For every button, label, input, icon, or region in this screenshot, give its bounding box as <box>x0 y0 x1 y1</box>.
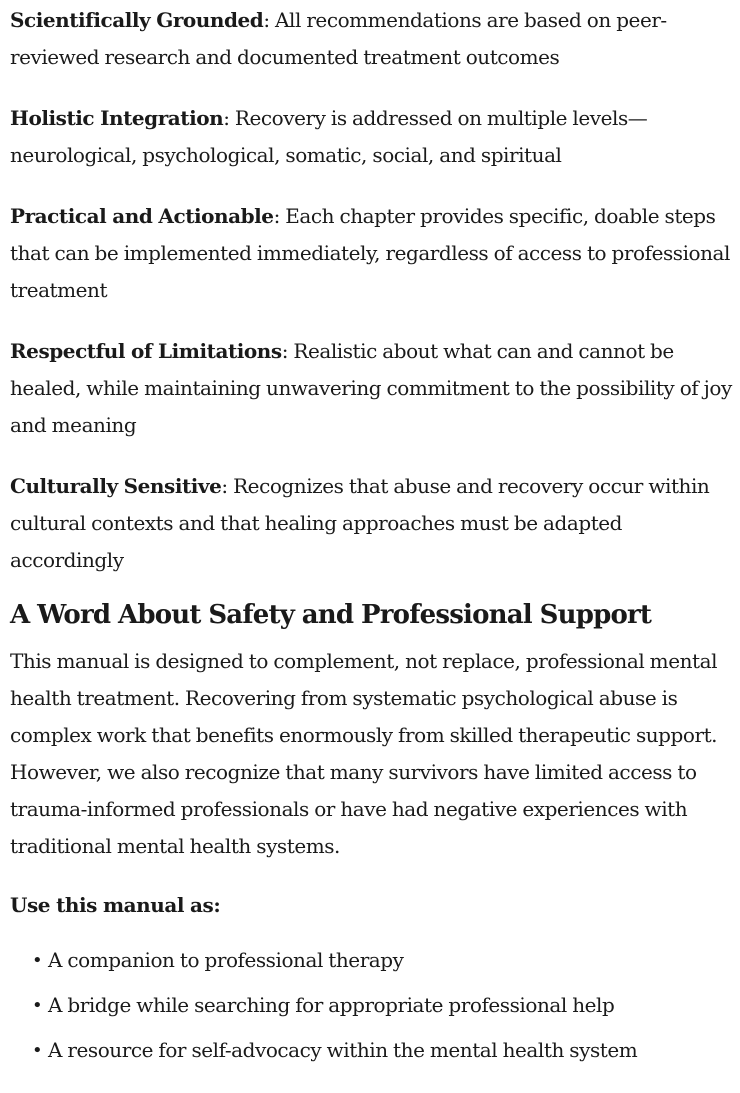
use-manual-lead-text: Use this manual as: <box>10 893 221 917</box>
principle-term: Holistic Integration <box>10 106 224 130</box>
safety-paragraph: This manual is designed to complement, not replace, professional mental health treatment. Recovering from systematic psychological abuse is complex work that benefits enormously from skilled therapeutic support. However, we also recognize that many survivors have limited access to trauma-informed professionals or have had negative experiences with traditional mental health systems. <box>10 649 718 858</box>
list-item <box>32 983 732 1028</box>
bullet-icon: • <box>32 1040 43 1061</box>
principle-scientifically-grounded <box>10 2 732 76</box>
principle-term: Respectful of Limitations <box>10 339 282 363</box>
principle-description: : Recovery is addressed on multiple levels—neurological, psychological, somatic, social, and spiritual <box>10 106 648 167</box>
section-heading: A Word About Safety and Professional Support <box>10 600 652 630</box>
list-item <box>32 938 732 983</box>
principle-term: Practical and Actionable <box>10 204 274 228</box>
principle-description: : Each chapter provides specific, doable steps that can be implemented immediately, regardless of access to professional treatment <box>10 204 730 302</box>
list-item-text: A bridge while searching for appropriate professional help <box>48 993 615 1017</box>
principle-description: : All recommendations are based on peer-reviewed research and documented treatment outcomes <box>10 8 667 69</box>
list-item-text: A resource for self-advocacy within the mental health system <box>48 1038 638 1062</box>
principle-practical-and-actionable <box>10 198 732 309</box>
principle-respectful-of-limitations <box>10 333 732 444</box>
principle-term: Scientifically Grounded <box>10 8 264 32</box>
use-manual-lead <box>10 887 732 924</box>
list-item <box>32 1028 732 1073</box>
principle-description: : Recognizes that abuse and recovery occur within cultural contexts and that healing approaches must be adapted accordingly <box>10 474 710 572</box>
principle-description: : Realistic about what can and cannot be healed, while maintaining unwavering commitment to the possibility of joy and meaning <box>10 339 732 437</box>
use-list <box>10 938 732 1073</box>
bullet-icon: • <box>32 995 43 1016</box>
bullet-icon: • <box>32 950 43 971</box>
principle-culturally-sensitive <box>10 468 732 579</box>
list-item-text: A companion to professional therapy <box>48 948 404 972</box>
principle-holistic-integration <box>10 100 732 174</box>
principle-term: Culturally Sensitive <box>10 474 222 498</box>
